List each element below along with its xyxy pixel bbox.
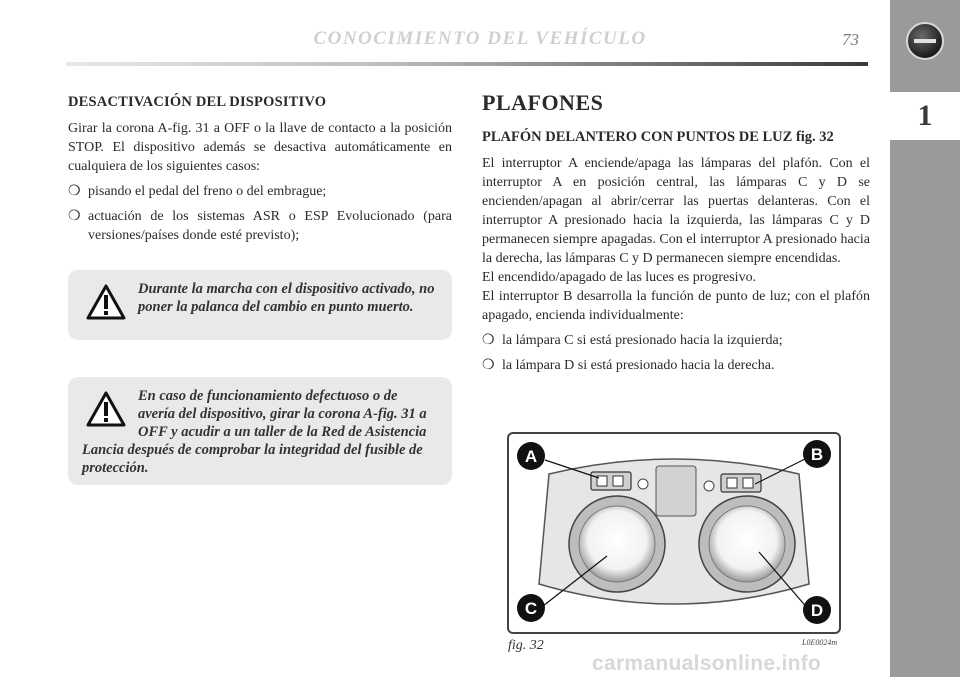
list-item: ❍ la lámpara C si está presionado hacia la izquierda; <box>482 333 783 348</box>
figure-32-frame <box>507 432 841 634</box>
front-ceiling-lamp-illustration <box>509 434 839 632</box>
watermark: carmanualsonline.info <box>592 652 822 675</box>
warning-text: En caso de funcionamiento defectuoso o de avería del dispositivo, girar la corona A-fig. 31 a OFF y acudir a un taller de la Red de Asistencia Lancia después de comprobar la integridad del fusible de protección. <box>82 388 427 476</box>
list-item: ❍ la lámpara D si está presionado hacia la derecha. <box>482 358 775 373</box>
left-column <box>68 94 452 251</box>
warning-triangle-icon <box>86 391 126 427</box>
page-number: 73 <box>842 30 859 49</box>
right-column <box>482 90 870 381</box>
callout-c <box>517 594 545 622</box>
page-header-title: CONOCIMIENTO DEL VEHÍCULO <box>313 28 647 49</box>
warning-box-neutral <box>68 270 452 340</box>
lancia-logo-icon <box>906 22 944 60</box>
subheading-front-lamp: PLAFÓN DELANTERO CON PUNTOS DE LUZ fig. 32 <box>482 129 834 145</box>
bullet-icon: ❍ <box>482 358 495 373</box>
plafon-paragraph-1: El interruptor A enciende/apaga las lámparas del plafón. Con el interruptor A en posición central, las lámparas C y D se encienden/apagan al abrir/cerrar las puertas delanteras. Con el interruptor A presionado hacia la izquierda, las lámparas C y D permanecen siempre apagadas. Con el interruptor A presionado hacia la derecha, las lámparas C y D permanecen siempre encendidas. <box>482 156 870 266</box>
list-item: ❍ actuación de los sistemas ASR o ESP Evolucionado (para versiones/países donde esté previsto); <box>68 209 452 243</box>
section-heading-deactivation: DESACTIVACIÓN DEL DISPOSITIVO <box>68 94 327 110</box>
warning-box-fault <box>68 377 452 485</box>
section-heading-plafones: PLAFONES <box>482 90 604 115</box>
deactivation-list <box>68 182 452 245</box>
deactivation-paragraph: Girar la corona A-fig. 31 a OFF o la llave de contacto a la posición STOP. El dispositivo además se desactiva automáticamente en cualquiera de los siguientes casos: <box>68 121 452 174</box>
plafon-paragraph-2: El encendido/apagado de las luces es progresivo. <box>482 270 757 285</box>
list-item: ❍ pisando el pedal del freno o del embrague; <box>68 184 327 199</box>
bullet-icon: ❍ <box>482 333 495 348</box>
svg-text:C: C <box>524 599 538 618</box>
svg-text:A: A <box>524 447 538 466</box>
warning-triangle-icon <box>86 284 126 320</box>
svg-text:B: B <box>810 445 824 464</box>
callout-d <box>803 596 831 624</box>
figure-code: L0E0024m <box>802 638 838 647</box>
bullet-icon: ❍ <box>68 209 81 224</box>
callout-b <box>803 440 831 468</box>
callout-a <box>517 442 545 470</box>
figure-caption: fig. 32 <box>508 638 544 653</box>
plafon-list <box>482 331 870 375</box>
bullet-icon: ❍ <box>68 184 81 199</box>
warning-text: Durante la marcha con el dispositivo activado, no poner la palanca del cambio en punto muerto. <box>138 281 435 315</box>
header-divider <box>66 62 868 66</box>
plafon-paragraph-3: El interruptor B desarrolla la función de punto de luz; con el plafón apagado, encienda individualmente: <box>482 289 870 323</box>
chapter-tab: 1 <box>890 92 960 140</box>
svg-text:D: D <box>810 601 824 620</box>
